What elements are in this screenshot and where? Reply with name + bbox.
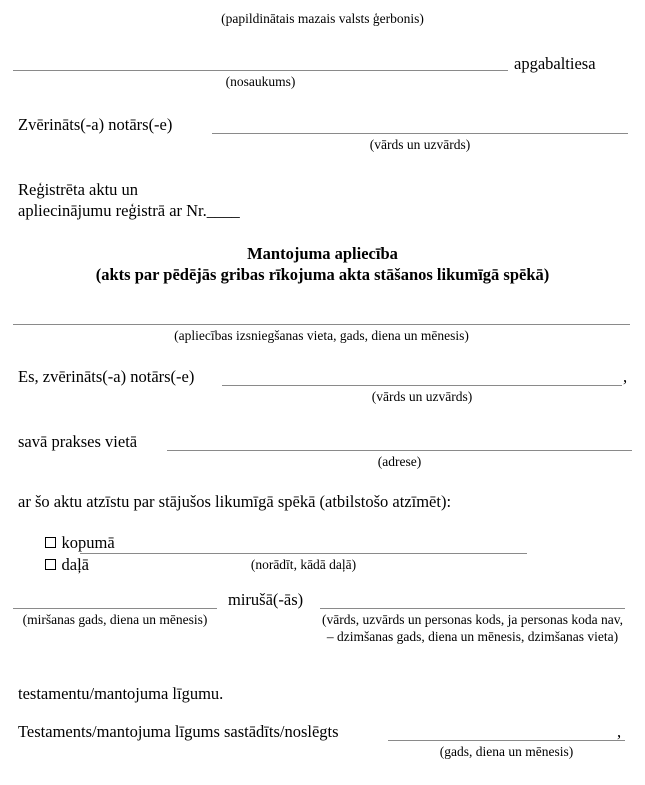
deceased-person-caption: (vārds, uzvārds un personas kods, ja personas koda nav, – dzimšanas gads, diena un mēnesis, dzimšanas vieta) [322, 612, 623, 644]
notary-name-fill-line[interactable] [212, 133, 628, 134]
me-notary-label: Es, zvērināts(-a) notārs(-e) [18, 367, 195, 386]
notary-label: Zvērināts(-a) notārs(-e) [18, 115, 173, 134]
testament-object-label: testamentu/mantojuma līgumu. [18, 684, 224, 703]
testament-made-trailing-comma: , [617, 722, 622, 741]
notary-name-caption: (vārds un uzvārds) [369, 137, 471, 152]
issue-place-caption: (apliecības izsniegšanas vieta, gads, diena un mēnesis) [174, 328, 469, 343]
me-notary-trailing-comma: , [623, 367, 628, 386]
practice-address-caption: (adrese) [377, 454, 422, 469]
emblem-caption: (papildinātais mazais valsts ģerbonis) [221, 11, 424, 26]
me-notary-name-fill-line[interactable] [222, 385, 622, 386]
register-line-2[interactable]: apliecinājumu reģistrā ar Nr.____ [18, 201, 240, 220]
document-title-line-2: (akts par pēdējās gribas rīkojuma akta stāšanos likumīgā spēkā) [95, 265, 550, 284]
checkbox-part-icon[interactable] [45, 559, 56, 570]
recognition-statement: ar šo aktu atzīstu par stājušos likumīgā spēkā (atbilstošo atzīmēt): [18, 492, 452, 511]
part-specification-caption: (norādīt, kādā daļā) [250, 557, 357, 572]
issue-place-fill-line[interactable] [13, 324, 630, 325]
practice-address-fill-line[interactable] [167, 450, 632, 451]
court-suffix-label: apgabaltiesa [514, 54, 596, 73]
register-line-1: Reģistrēta aktu un [18, 180, 139, 199]
deceased-label: mirušā(-ās) [228, 590, 304, 609]
deceased-person-fill-line[interactable] [320, 608, 625, 609]
me-notary-name-caption: (vārds un uzvārds) [371, 389, 473, 404]
option-part-label: daļā [61, 555, 89, 574]
option-whole-label: kopumā [61, 533, 115, 552]
practice-place-label: savā prakses vietā [18, 432, 138, 451]
death-date-caption: (miršanas gads, diena un mēnesis) [22, 612, 208, 627]
testament-made-date-caption: (gads, diena un mēnesis) [439, 744, 574, 759]
death-date-fill-line[interactable] [13, 608, 217, 609]
testament-made-label: Testaments/mantojuma līgums sastādīts/noslēgts [18, 722, 339, 741]
testament-made-date-fill-line[interactable] [388, 740, 625, 741]
part-specification-fill-line[interactable] [80, 553, 527, 554]
document-title-line-1: Mantojuma apliecība [247, 244, 398, 263]
court-name-caption: (nosaukums) [225, 74, 296, 89]
court-name-fill-line[interactable] [13, 70, 508, 71]
